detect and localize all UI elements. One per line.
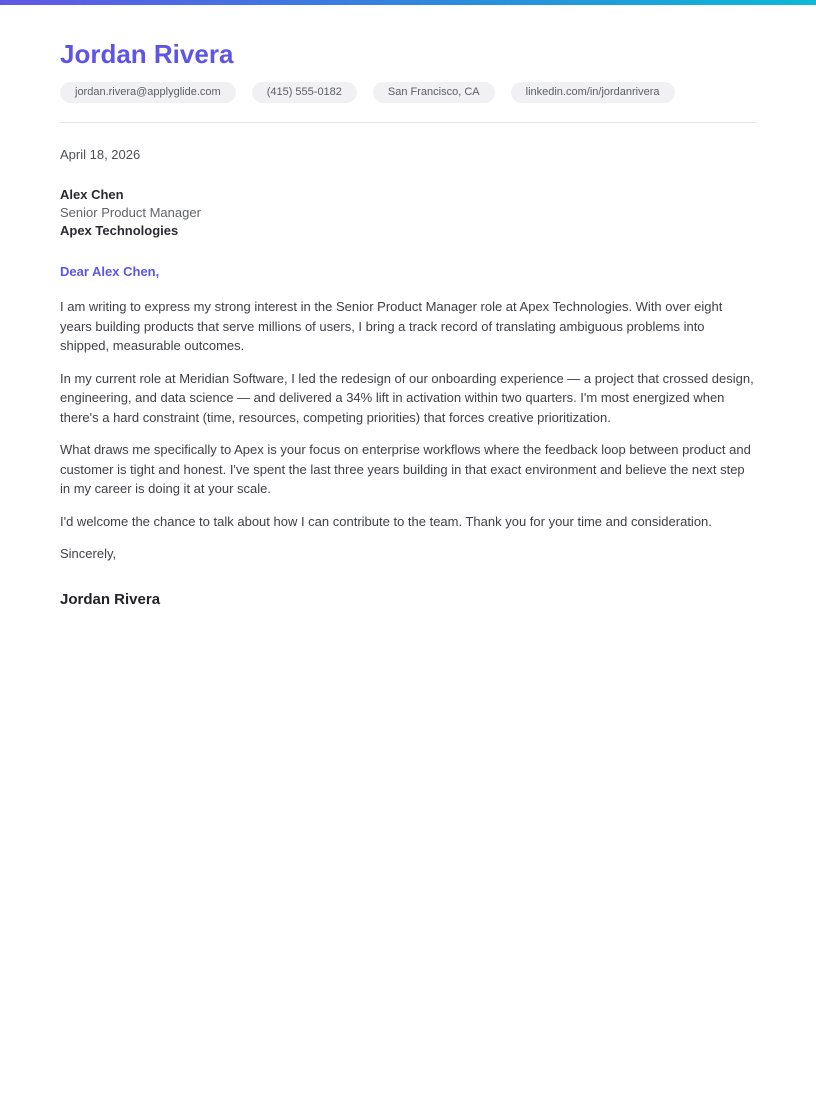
letter-content [0,39,816,609]
recipient-company: Apex Technologies [60,223,179,238]
recipient-name: Alex Chen [60,187,124,202]
contact-pill-location: San Francisco, CA [373,82,495,103]
letter-paragraph-2: In my current role at Meridian Software, I led the redesign of our onboarding experience — a project that crossed design, engineering, and data science — and delivered a 34% lift in activation within two quarters. I'm most energized when there's a hard constraint (time, resources, competing priorities) that forces creative prioritization. [60,370,754,425]
contact-pill-linkedin: linkedin.com/in/jordanrivera [511,82,675,103]
letter-paragraph-3: What draws me specifically to Apex is your focus on enterprise workflows where the feedback loop between product and customer is tight and honest. I've spent the last three years building in that exact environment and believe the next step in my career is doing it at your scale. [60,442,751,496]
closing-line: Sincerely, [60,546,117,561]
contact-pill-phone: (415) 555-0182 [252,82,357,103]
letter-paragraph-1: I am writing to express my strong interest in the Senior Product Manager role at Apex Technologies. With over eight years building products that serve millions of users, I bring a track record of translating ambiguous problems into shipped, measurable outcomes. [60,299,723,353]
contact-pill-email: jordan.rivera@applyglide.com [60,82,236,103]
letter-date: April 18, 2026 [60,147,141,162]
signature-name: Jordan Rivera [60,590,161,608]
recipient-title: Senior Product Manager [60,205,201,220]
recipient-block [60,186,756,240]
letter-paragraph-4: I'd welcome the chance to talk about how I can contribute to the team. Thank you for your time and consideration. [60,513,712,529]
applicant-name-heading: Jordan Rivera [60,39,234,69]
salutation: Dear Alex Chen, [60,264,160,279]
contact-pill-row [60,82,756,103]
header-divider [60,122,756,123]
accent-gradient-bar [0,0,816,5]
